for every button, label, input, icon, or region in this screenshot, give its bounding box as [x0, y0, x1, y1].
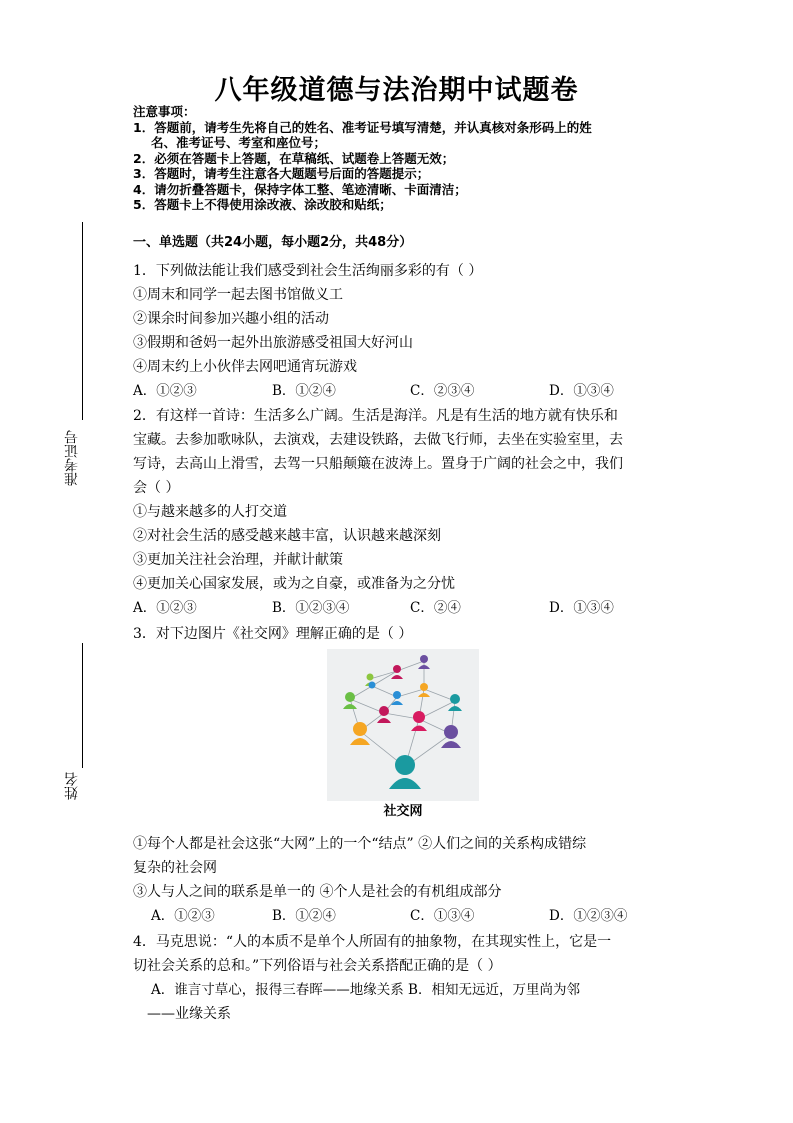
question-item: ②课余时间参加兴趣小组的活动	[133, 311, 329, 327]
question-item: ①每个人都是社会这张“大网”上的一个“结点” ②人们之间的关系构成错综	[133, 836, 587, 852]
answer-options	[133, 379, 678, 403]
social-network-image	[327, 649, 479, 801]
notice-item: 1．答题前，请考生先将自己的姓名、准考证号填写清楚，并认真核对条形码上的姓	[133, 119, 592, 135]
answer-options	[133, 904, 678, 928]
question-stem: 写诗，去高山上滑雪，去驾一只船颠簸在波涛上。置身于广阔的社会之中，我们	[133, 456, 623, 472]
option-b: B．①②④	[272, 383, 336, 399]
question-stem: 会（ ）	[133, 480, 180, 496]
question-item: ③假期和爸妈一起外出旅游感受祖国大好河山	[133, 335, 413, 351]
question-item: ③人与人之间的联系是单一的 ④个人是社会的有机组成部分	[133, 884, 502, 900]
question-stem: 宝藏。去参加歌咏队，去演戏，去建设铁路，去做飞行师，去坐在实验室里，去	[133, 432, 623, 448]
question-stem: 4．马克思说：“人的本质不是单个人所固有的抽象物，在其现实性上，它是一	[133, 934, 612, 950]
notice-item: 4．请勿折叠答题卡，保持字体工整、笔迹清晰、卡面清洁；	[133, 181, 467, 197]
question-item: ②对社会生活的感受越来越丰富，认识越来越深刻	[133, 528, 441, 544]
notice-item: 2．必须在答题卡上答题，在草稿纸、试题卷上答题无效；	[133, 150, 455, 166]
figure-caption: 社交网	[383, 804, 423, 819]
option-b: B．①②③④	[272, 600, 350, 616]
margin-line	[82, 222, 83, 420]
option-c: C．①③④	[410, 908, 475, 924]
question-stem: 2．有这样一首诗：生活多么广阔。生活是海洋。凡是有生活的地方就有快乐和	[133, 408, 618, 424]
notice-item: 5．答题卡上不得使用涂改液、涂改胶和贴纸；	[133, 197, 392, 212]
question-option-line: ——业缘关系	[147, 1006, 231, 1022]
option-a: A．①②③	[133, 600, 197, 616]
question-item: ①周末和同学一起去图书馆做义工	[133, 287, 343, 303]
question-item: 复杂的社会网	[133, 860, 217, 876]
notice-heading: 注意事项：	[133, 104, 196, 119]
option-a: A．①②③	[151, 908, 215, 924]
question-4	[133, 930, 678, 1026]
question-option-line: A．谁言寸草心，报得三春晖——地缘关系 B．相知无远近，万里尚为邻	[151, 982, 580, 998]
notice-item: 3．答题时，请考生注意各大题题号后面的答题提示；	[133, 166, 430, 181]
answer-options	[133, 596, 678, 620]
page-title: 八年级道德与法治期中试题卷	[214, 75, 579, 106]
question-item: ③更加关注社会治理，并献计献策	[133, 552, 343, 568]
option-b: B．①②④	[272, 908, 336, 924]
option-d: D．①③④	[549, 600, 614, 616]
question-stem: 3．对下边图片《社交网》理解正确的是（ ）	[133, 626, 413, 642]
question-2	[133, 404, 678, 620]
option-c: C．②③④	[410, 383, 475, 399]
question-stem: 切社会关系的总和。”下列俗语与社会关系搭配正确的是（ ）	[133, 958, 502, 974]
question-3-stem-block	[133, 622, 678, 646]
notice-block	[133, 104, 693, 213]
exam-number-label: 准考证号	[64, 430, 80, 486]
name-label: 姓名	[64, 772, 80, 800]
question-3-items	[133, 832, 678, 928]
question-1	[133, 259, 678, 403]
question-item: ①与越来越多的人打交道	[133, 504, 287, 520]
section-heading: 一、单选题（共24小题，每小题2分，共48分）	[133, 235, 413, 250]
option-a: A．①②③	[133, 383, 197, 399]
question-item: ④周末约上小伙伴去网吧通宵玩游戏	[133, 359, 357, 375]
option-d: D．①③④	[549, 383, 614, 399]
option-c: C．②④	[410, 600, 461, 616]
option-d: D．①②③④	[549, 908, 628, 924]
question-item: ④更加关心国家发展，或为之自豪，或准备为之分忧	[133, 576, 455, 592]
question-stem: 1．下列做法能让我们感受到社会生活绚丽多彩的有（ ）	[133, 263, 483, 279]
notice-item: 名、准考证号、考室和座位号；	[151, 135, 327, 150]
margin-line	[82, 643, 83, 768]
